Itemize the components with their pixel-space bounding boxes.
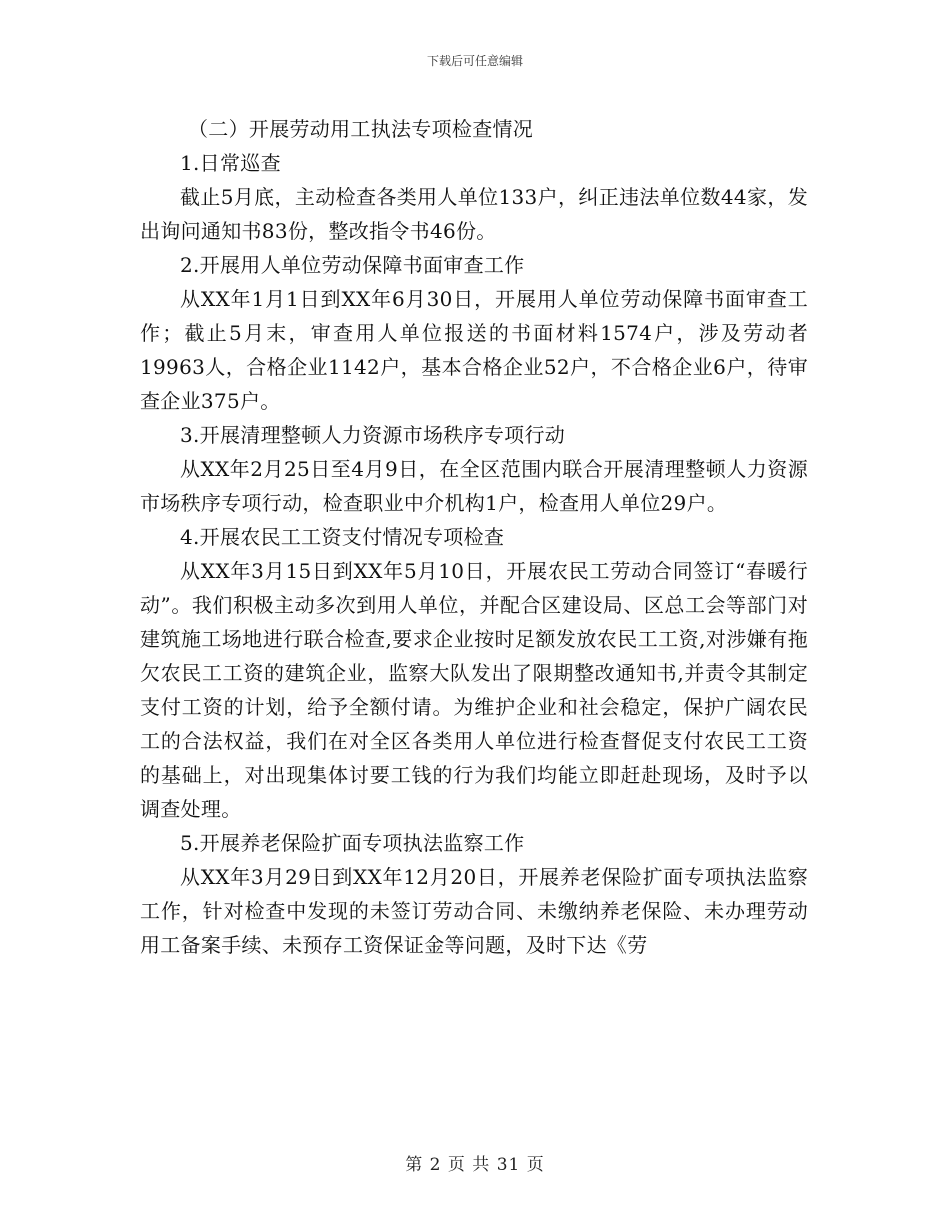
item-3-paragraph: 从XX年2月25日至4月9日，在全区范围内联合开展清理整顿人力资源市场秩序专项行动，检查职业中介机构1户，检查用人单位29户。 [140, 457, 808, 515]
item-2-paragraph: 从XX年1月1日到XX年6月30日，开展用人单位劳动保障书面审查工作；截止5月末，审查用人单位报送的书面材料1574户，涉及劳动者19963人，合格企业1142户，基本合格企业52户，不合格企业6户，待审查企业375户。 [140, 287, 808, 413]
document-body [140, 112, 808, 962]
item-1-paragraph: 截止5月底，主动检查各类用人单位133户，纠正违法单位数44家，发出询问通知书83份，整改指令书46份。 [140, 185, 808, 243]
page-number-footer: 第 2 页 共 31 页 [405, 1155, 545, 1175]
item-5-heading: 5.开展养老保险扩面专项执法监察工作 [180, 831, 525, 855]
item-4-heading: 4.开展农民工工资支付情况专项检查 [180, 525, 505, 549]
item-4-paragraph: 从XX年3月15日到XX年5月10日，开展农民工劳动合同签订“春暖行动”。我们积极主动多次到用人单位，并配合区建设局、区总工会等部门对建筑施工场地进行联合检查,要求企业按时足额发放农民工工资,对涉嫌有拖欠农民工工资的建筑企业，监察大队发出了限期整改通知书,并责令其制定支付工资的计划，给予全额付请。为维护企业和社会稳定，保护广阔农民工的合法权益，我们在对全区各类用人单位进行检查督促支付农民工工资的基础上，对出现集体讨要工钱的行为我们均能立即赶赴现场，及时予以调查处理。 [140, 559, 808, 821]
header-note: 下载后可任意编辑 [426, 54, 523, 68]
item-3-heading: 3.开展清理整顿人力资源市场秩序专项行动 [180, 423, 566, 447]
item-2-heading: 2.开展用人单位劳动保障书面审查工作 [180, 253, 525, 277]
item-5-paragraph: 从XX年3月29日到XX年12月20日，开展养老保险扩面专项执法监察工作，针对检查中发现的未签订劳动合同、未缴纳养老保险、未办理劳动用工备案手续、未预存工资保证金等问题，及时下达《劳 [140, 865, 808, 957]
item-1-heading: 1.日常巡查 [180, 151, 281, 175]
section-title: （二）开展劳动用工执法专项检查情况 [188, 117, 534, 141]
